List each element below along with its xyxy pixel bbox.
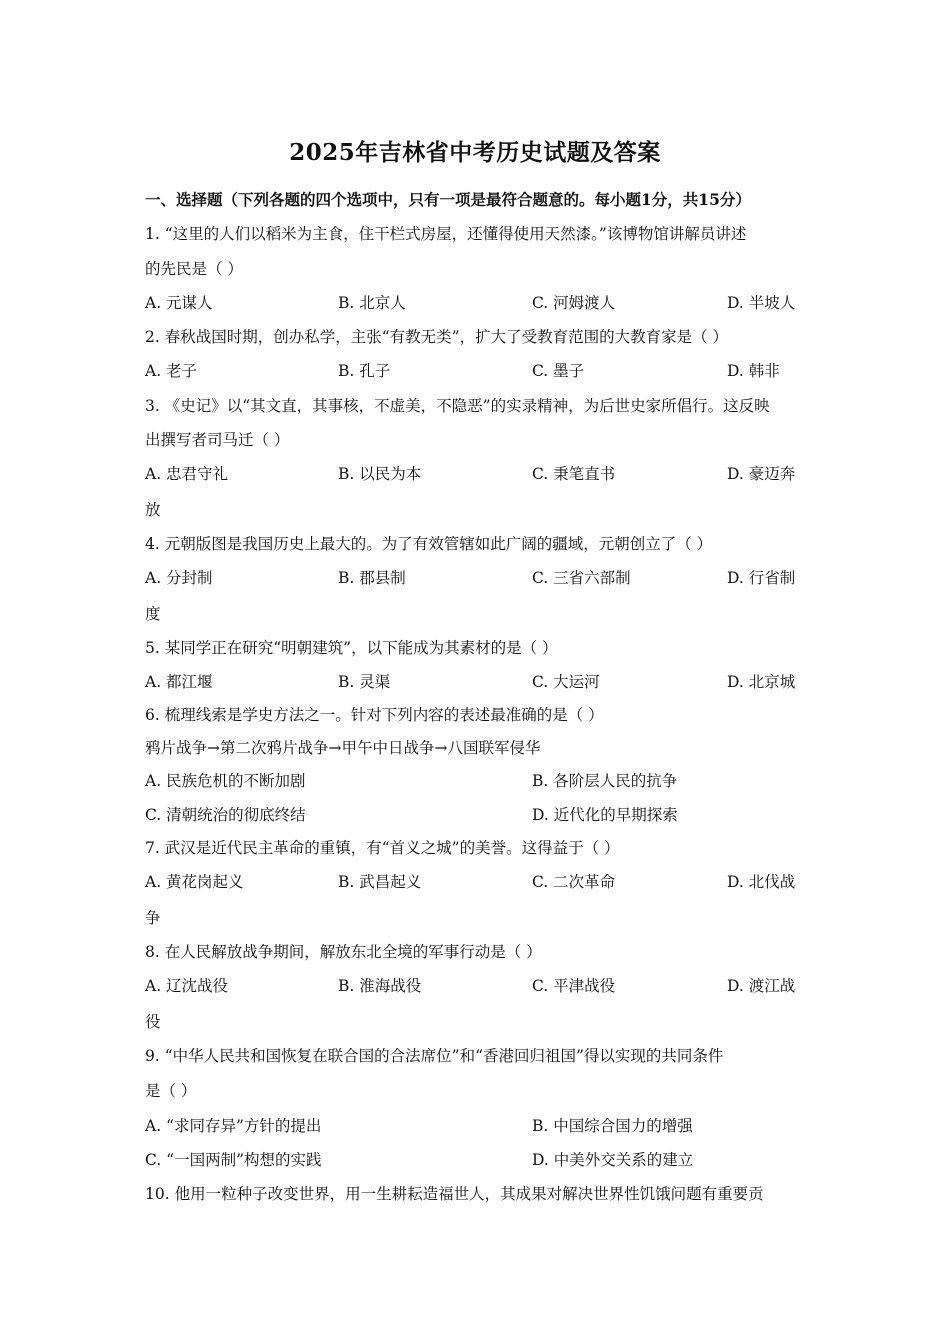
q8-option-a: A. 辽沈战役 [145, 977, 229, 995]
q5-option-d: D. 北京城 [727, 673, 796, 691]
question-9-stem: 9. “中华人民共和国恢复在联合国的合法席位”和“香港回归祖国”得以实现的共同条件 [145, 1047, 724, 1065]
question-6-stem: 6. 梳理线索是学史方法之一。针对下列内容的表述最准确的是（ ） [145, 706, 604, 724]
q1-option-d: D. 半坡人 [727, 294, 796, 312]
question-8-stem: 8. 在人民解放战争期间，解放东北全境的军事行动是（ ） [145, 943, 542, 961]
q2-option-c: C. 墨子 [532, 362, 585, 380]
q4-option-c: C. 三省六部制 [532, 569, 631, 587]
q3-option-a: A. 忠君守礼 [145, 465, 229, 483]
q8-option-b: B. 淮海战役 [338, 977, 422, 995]
q2-option-a: A. 老子 [145, 362, 198, 380]
question-9-stem-cont: 是（ ） [145, 1082, 197, 1100]
q7-option-d: D. 北伐战 [727, 873, 796, 891]
question-6-material: 鸦片战争→第二次鸦片战争→甲午中日战争→八国联军侵华 [145, 739, 541, 757]
q5-option-a: A. 都江堰 [145, 673, 213, 691]
question-1-stem: 1. “这里的人们以稻米为主食，住干栏式房屋，还懂得使用天然漆。”该博物馆讲解员讲述 [145, 225, 747, 243]
section-heading: 一、选择题（下列各题的四个选项中，只有一项是最符合题意的。每小题1分，共15分） [145, 190, 751, 209]
question-3-stem: 3. 《史记》以“其文直，其事核，不虚美，不隐恶”的实录精神，为后世史家所倡行。这反映 [145, 397, 770, 415]
q7-option-c: C. 二次革命 [532, 873, 616, 891]
q9-option-c: C. “一国两制”构想的实践 [145, 1151, 322, 1169]
q1-option-c: C. 河姆渡人 [532, 294, 616, 312]
question-5-stem: 5. 某同学正在研究“明朝建筑”，以下能成为其素材的是（ ） [145, 639, 558, 657]
q2-option-b: B. 孔子 [338, 362, 391, 380]
q3-option-d-wrap: 放 [145, 501, 161, 519]
q8-option-d-wrap: 役 [145, 1013, 161, 1031]
question-2-stem: 2. 春秋战国时期，创办私学，主张“有教无类”，扩大了受教育范围的大教育家是（ ） [145, 328, 728, 346]
q6-option-b: B. 各阶层人民的抗争 [532, 772, 678, 790]
question-3-stem-cont: 出撰写者司马迁（ ） [145, 431, 290, 449]
q5-option-b: B. 灵渠 [338, 673, 391, 691]
q4-option-b: B. 郡县制 [338, 569, 406, 587]
question-1-stem-cont: 的先民是（ ） [145, 260, 243, 278]
q4-option-d: D. 行省制 [727, 569, 796, 587]
q3-option-d: D. 豪迈奔 [727, 465, 796, 483]
page-title: 2025年吉林省中考历史试题及答案 [289, 139, 661, 166]
q9-option-d: D. 中美外交关系的建立 [532, 1151, 694, 1169]
q1-option-a: A. 元谋人 [145, 294, 213, 312]
question-10-stem: 10. 他用一粒种子改变世界，用一生耕耘造福世人，其成果对解决世界性饥饿问题有重要贡 [145, 1185, 764, 1203]
q9-option-a: A. “求同存异”方针的提出 [145, 1117, 322, 1135]
q6-option-c: C. 清朝统治的彻底终结 [145, 806, 306, 824]
question-7-stem: 7. 武汉是近代民主革命的重镇，有“首义之城”的美誉。这得益于（ ） [145, 839, 620, 857]
q5-option-c: C. 大运河 [532, 673, 600, 691]
q7-option-d-wrap: 争 [145, 909, 161, 927]
q4-option-d-wrap: 度 [145, 605, 161, 623]
question-4-stem: 4. 元朝版图是我国历史上最大的。为了有效管辖如此广阔的疆域，元朝创立了（ ） [145, 535, 713, 553]
q4-option-a: A. 分封制 [145, 569, 213, 587]
q8-option-c: C. 平津战役 [532, 977, 616, 995]
q1-option-b: B. 北京人 [338, 294, 406, 312]
q6-option-d: D. 近代化的早期探索 [532, 806, 678, 824]
q9-option-b: B. 中国综合国力的增强 [532, 1117, 693, 1135]
q6-option-a: A. 民族危机的不断加剧 [145, 772, 306, 790]
q8-option-d: D. 渡江战 [727, 977, 796, 995]
q7-option-b: B. 武昌起义 [338, 873, 422, 891]
q3-option-c: C. 秉笔直书 [532, 465, 616, 483]
q3-option-b: B. 以民为本 [338, 465, 422, 483]
q7-option-a: A. 黄花岗起义 [145, 873, 244, 891]
q2-option-d: D. 韩非 [727, 362, 780, 380]
